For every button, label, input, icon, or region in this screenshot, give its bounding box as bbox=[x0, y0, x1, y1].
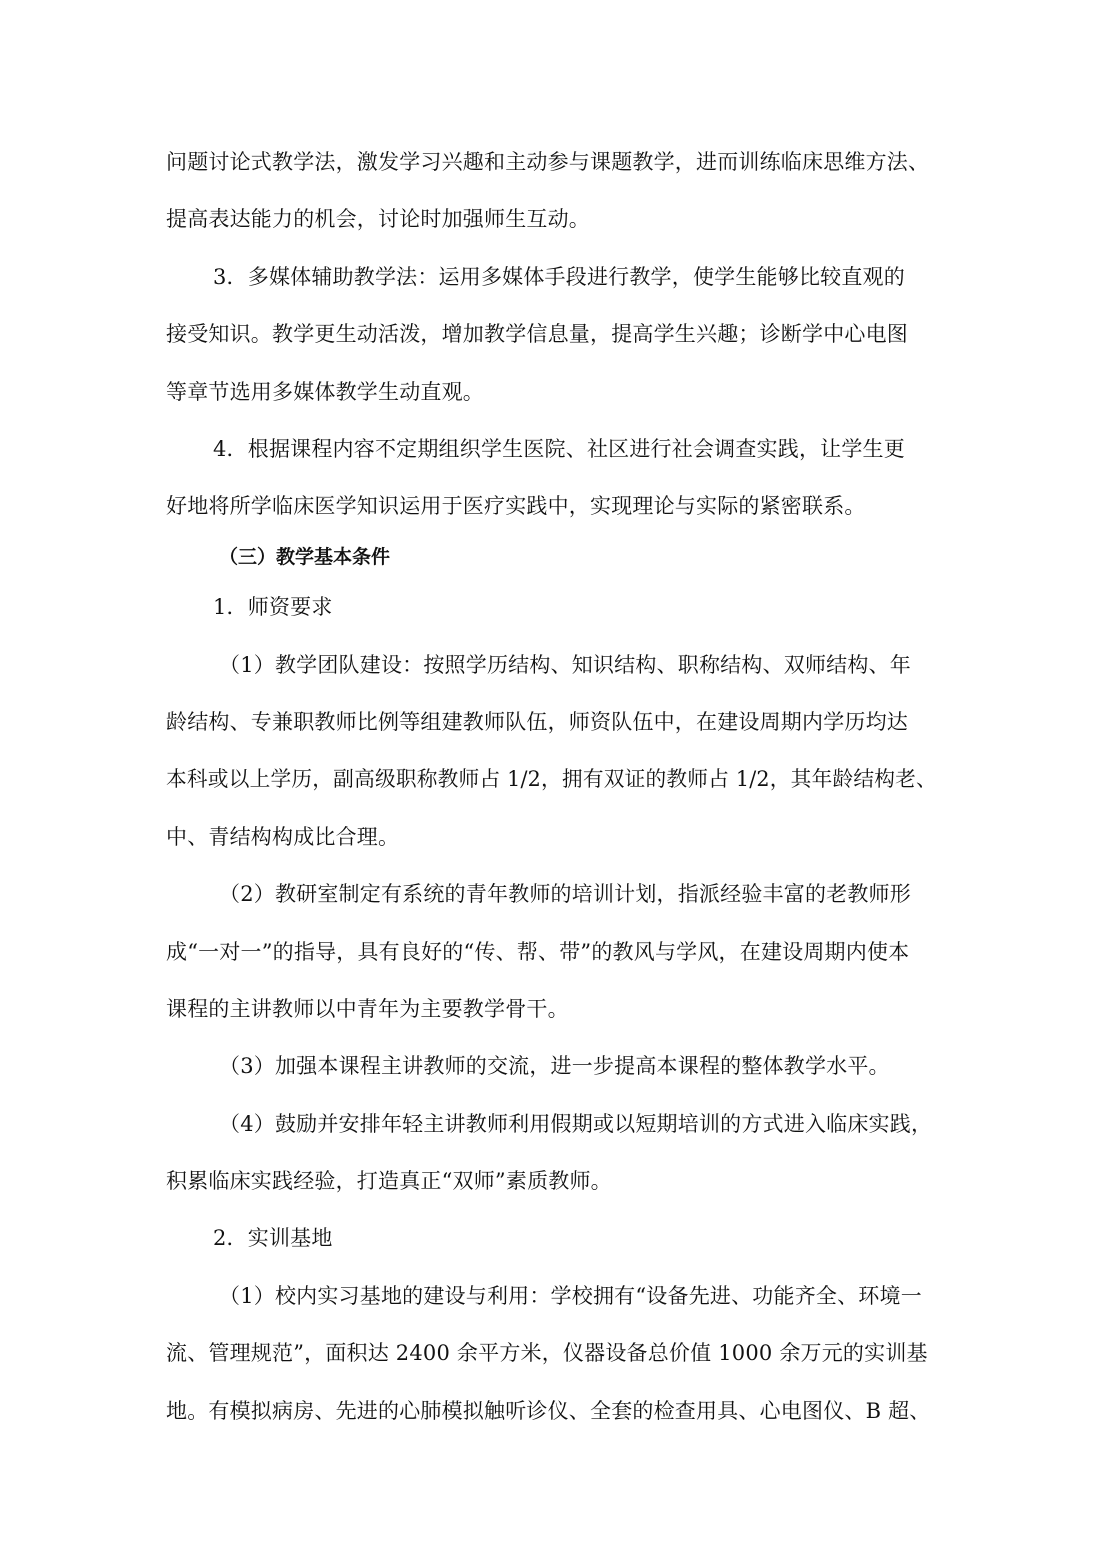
text-line: （2）教研室制定有系统的青年教师的培训计划，指派经验丰富的老教师形 bbox=[219, 882, 911, 906]
text-line: （4）鼓励并安排年轻主讲教师利用假期或以短期培训的方式进入临床实践， bbox=[219, 1112, 933, 1136]
text-line: 本科或以上学历，副高级职称教师占 1/2，拥有双证的教师占 1/2，其年龄结构老、 bbox=[166, 767, 937, 791]
text-line: 好地将所学临床医学知识运用于医疗实践中，实现理论与实际的紧密联系。 bbox=[166, 494, 866, 518]
text-line: 中、青结构构成比合理。 bbox=[166, 825, 400, 849]
text-line: （3）加强本课程主讲教师的交流，进一步提高本课程的整体教学水平。 bbox=[219, 1054, 890, 1078]
subsection-heading: 2．实训基地 bbox=[213, 1226, 333, 1250]
text-line: 3．多媒体辅助教学法：运用多媒体手段进行教学，使学生能够比较直观的 bbox=[213, 265, 905, 289]
text-line: 流、管理规范”，面积达 2400 余平方米，仪器设备总价值 1000 余万元的实训基 bbox=[166, 1341, 928, 1365]
text-line: 等章节选用多媒体教学生动直观。 bbox=[166, 380, 484, 404]
text-line: 成“一对一”的指导，具有良好的“传、帮、带”的教风与学风，在建设周期内使本 bbox=[166, 940, 910, 964]
text-line: （1）校内实习基地的建设与利用：学校拥有“设备先进、功能齐全、环境一 bbox=[219, 1284, 922, 1308]
section-heading: （三）教学基本条件 bbox=[219, 546, 391, 568]
text-line: 4．根据课程内容不定期组织学生医院、社区进行社会调查实践，让学生更 bbox=[213, 437, 905, 461]
text-line: 地。有模拟病房、先进的心肺模拟触听诊仪、全套的检查用具、心电图仪、B 超、 bbox=[166, 1399, 931, 1423]
text-line: 接受知识。教学更生动活泼，增加教学信息量，提高学生兴趣；诊断学中心电图 bbox=[166, 322, 908, 346]
text-line: 问题讨论式教学法，激发学习兴趣和主动参与课题教学，进而训练临床思维方法、 bbox=[166, 150, 930, 174]
text-line: （1）教学团队建设：按照学历结构、知识结构、职称结构、双师结构、年 bbox=[219, 653, 911, 677]
text-line: 提高表达能力的机会，讨论时加强师生互动。 bbox=[166, 207, 590, 231]
subsection-heading: 1．师资要求 bbox=[213, 595, 333, 619]
text-line: 积累临床实践经验，打造真正“双师”素质教师。 bbox=[166, 1169, 612, 1193]
text-line: 课程的主讲教师以中青年为主要教学骨干。 bbox=[166, 997, 569, 1021]
text-line: 龄结构、专兼职教师比例等组建教师队伍，师资队伍中，在建设周期内学历均达 bbox=[166, 710, 908, 734]
